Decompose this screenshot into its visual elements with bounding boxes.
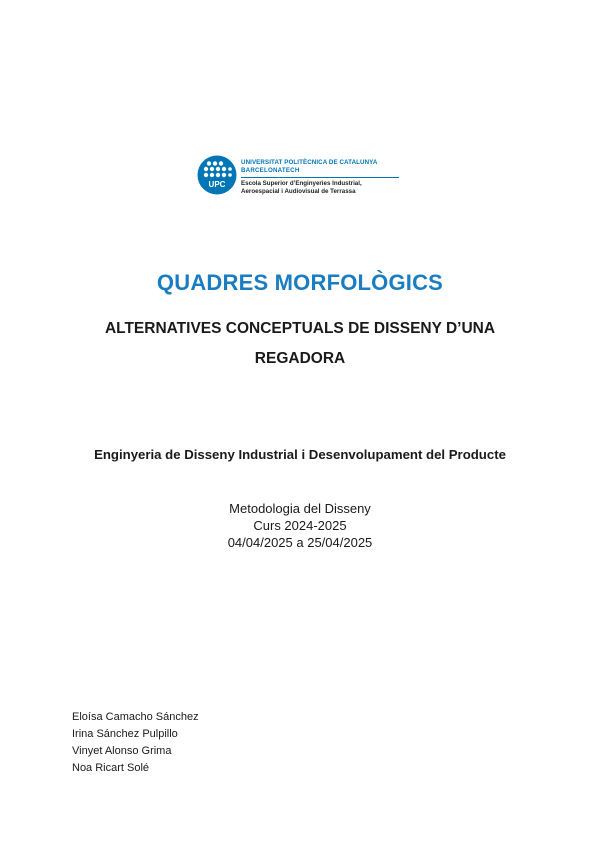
logo-barcelonatech: BARCELONATECH: [241, 167, 300, 174]
degree-name: Enginyeria de Disseny Industrial i Desenvolupament del Producte: [94, 447, 506, 462]
author-name: Noa Ricart Solé: [72, 762, 150, 774]
logo-divider: [241, 177, 399, 178]
author-name: Irina Sánchez Pulpillo: [72, 728, 178, 740]
document-title: QUADRES MORFOLÒGICS: [156, 270, 444, 295]
course-year: Curs 2024-2025: [253, 518, 347, 533]
upc-logo: [197, 155, 407, 201]
course-subject: Metodologia del Disseny: [229, 501, 371, 516]
document-subtitle: ALTERNATIVES CONCEPTUALS DE DISSENY D’UNA REGADORA: [104, 320, 496, 367]
course-dates: 04/04/2025 a 25/04/2025: [227, 535, 373, 550]
logo-school-line1: Escola Superior d’Enginyeries Industrial,: [241, 180, 362, 187]
logo-badge-text: UPC: [208, 180, 226, 189]
logo-school-line2: Aeroespacial i Audiovisual de Terrassa: [241, 188, 356, 195]
upc-logo-icon: [197, 155, 237, 195]
logo-university-name: UNIVERSITAT POLITÈCNICA DE CATALUNYA: [241, 159, 378, 166]
logo-text: [241, 159, 403, 196]
author-name: Eloísa Camacho Sánchez: [72, 711, 199, 723]
course-info: [0, 500, 600, 551]
author-list: [72, 709, 199, 777]
author-name: Vinyet Alonso Grima: [72, 745, 172, 757]
